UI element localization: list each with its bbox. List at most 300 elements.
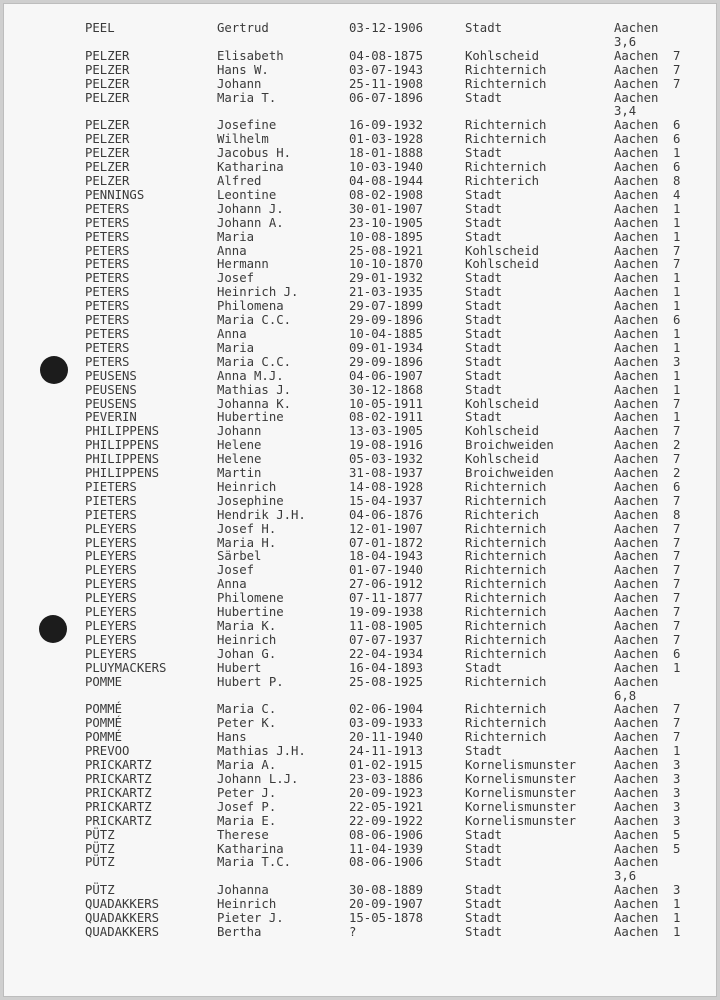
code-cell: 3,6 [614,34,637,49]
surname-cell: PRICKARTZ [85,813,152,828]
place-cell: Stadt [465,201,503,216]
city-cell: Aachen [614,855,659,870]
code-cell: 1 [673,340,681,355]
place-cell: Stadt [465,229,503,244]
register-entry [85,328,705,342]
city-cell: Aachen [614,146,659,161]
birth-date-cell: 16-04-1893 [349,660,424,675]
given-name-cell: Maria E. [217,813,277,828]
given-name-cell: Maria [217,229,255,244]
given-name-cell: Josefine [217,118,277,133]
given-name-cell: Hendrik J.H. [217,507,306,522]
given-name-cell: Gertrud [217,21,269,35]
place-cell: Stadt [465,285,503,300]
code-cell: 6 [673,132,681,147]
place-cell: Kornelismunster [465,758,577,773]
birth-date-cell: 23-10-1905 [349,215,424,230]
code-cell: 2 [673,466,681,481]
birth-date-cell: 01-07-1940 [349,563,424,578]
register-entry [85,592,705,606]
surname-cell: PÜTZ [85,841,115,856]
code-cell: 7 [673,730,681,745]
register-entry [85,189,705,203]
surname-cell: PETERS [85,243,130,258]
birth-date-cell: 30-12-1868 [349,382,424,397]
register-entry [85,203,705,217]
given-name-cell: Wilhelm [217,132,269,147]
register-entry [85,884,705,898]
birth-date-cell: 19-08-1916 [349,438,424,453]
birth-date-cell: 15-05-1878 [349,911,424,926]
birth-date-cell: 10-05-1911 [349,396,424,411]
place-cell: Kornelismunster [465,813,577,828]
surname-cell: PEVERIN [85,410,137,425]
given-name-cell: Maria C.C. [217,313,292,328]
birth-date-cell: 29-07-1899 [349,299,424,314]
register-entry [85,245,705,259]
punch-hole [39,615,67,643]
place-cell: Stadt [465,354,503,369]
code-cell: 7 [673,424,681,439]
birth-date-cell: 04-08-1875 [349,48,424,63]
register-entry [85,467,705,481]
code-cell: 3 [673,758,681,773]
city-cell: Aachen [614,813,659,828]
birth-date-cell: 29-09-1896 [349,354,424,369]
surname-cell: PLEYERS [85,605,137,620]
place-cell: Richternich [465,619,547,633]
city-cell: Aachen [614,187,659,202]
code-cell: 7 [673,257,681,272]
code-cell: 3 [673,785,681,800]
place-cell: Richternich [465,605,547,620]
birth-date-cell: ? [349,924,357,939]
code-cell: 8 [673,174,681,188]
place-cell: Kornelismunster [465,785,577,800]
birth-date-cell: 25-08-1925 [349,674,424,689]
surname-cell: PLEYERS [85,646,137,661]
surname-cell: PLEYERS [85,549,137,564]
surname-cell: PLEYERS [85,563,137,578]
register-entry [85,676,705,704]
register-entry [85,50,705,64]
city-cell: Aachen [614,632,659,647]
given-name-cell: Peter J. [217,785,277,800]
birth-date-cell: 10-03-1940 [349,160,424,175]
birth-date-cell: 13-03-1905 [349,424,424,439]
city-cell: Aachen [614,897,659,912]
birth-date-cell: 16-09-1932 [349,118,424,133]
city-cell: Aachen [614,313,659,328]
code-cell: 1 [673,660,681,675]
birth-date-cell: 07-11-1877 [349,591,424,606]
surname-cell: PHILIPPENS [85,438,160,453]
surname-cell: PÜTZ [85,827,115,842]
birth-date-cell: 04-08-1944 [349,174,424,188]
city-cell: Aachen [614,438,659,453]
code-cell: 6 [673,479,681,494]
code-cell: 4 [673,187,681,202]
place-cell: Richternich [465,632,547,647]
surname-cell: PETERS [85,354,130,369]
given-name-cell: Johan G. [217,646,277,661]
given-name-cell: Anna M.J. [217,368,284,383]
city-cell: Aachen [614,591,659,606]
place-cell: Stadt [465,660,503,675]
register-entry [85,731,705,745]
place-cell: Kornelismunster [465,771,577,786]
surname-cell: PETERS [85,215,130,230]
surname-cell: PLEYERS [85,535,137,550]
place-cell: Richternich [465,591,547,606]
birth-date-cell: 10-04-1885 [349,326,424,341]
birth-date-cell: 07-01-1872 [349,535,424,550]
given-name-cell: Hubert [217,660,262,675]
register-entry [85,787,705,801]
surname-cell: PETERS [85,340,130,355]
code-cell: 7 [673,396,681,411]
city-cell: Aachen [614,646,659,661]
surname-cell: PELZER [85,76,130,91]
surname-cell: PRICKARTZ [85,771,152,786]
surname-cell: PETERS [85,285,130,300]
place-cell: Richternich [465,160,547,175]
register-entry [85,133,705,147]
place-cell: Stadt [465,215,503,230]
given-name-cell: Bertha [217,924,262,939]
birth-date-cell: 25-08-1921 [349,243,424,258]
register-entry [85,745,705,759]
given-name-cell: Peter K. [217,716,277,731]
code-cell: 1 [673,215,681,230]
given-name-cell: Josef [217,563,255,578]
city-cell: Aachen [614,730,659,745]
given-name-cell: Maria T. [217,90,277,105]
birth-date-cell: 15-04-1937 [349,493,424,508]
given-name-cell: Johanna [217,883,269,898]
given-name-cell: Johanna K. [217,396,292,411]
birth-date-cell: 05-03-1932 [349,452,424,467]
city-cell: Aachen [614,90,659,105]
birth-date-cell: 25-11-1908 [349,76,424,91]
surname-cell: PIETERS [85,493,137,508]
register-entry [85,258,705,272]
register-entry [85,92,705,120]
birth-date-cell: 08-02-1911 [349,410,424,425]
place-cell: Stadt [465,827,503,842]
birth-date-cell: 22-05-1921 [349,799,424,814]
surname-cell: POMMÉ [85,716,123,731]
city-cell: Aachen [614,883,659,898]
given-name-cell: Josef H. [217,521,277,536]
birth-date-cell: 31-08-1937 [349,466,424,481]
given-name-cell: Maria T.C. [217,855,292,870]
register-entry [85,231,705,245]
city-cell: Aachen [614,799,659,814]
code-cell: 7 [673,243,681,258]
birth-date-cell: 20-09-1923 [349,785,424,800]
surname-cell: PREVOO [85,744,130,759]
code-cell: 3 [673,883,681,898]
birth-date-cell: 11-08-1905 [349,619,424,633]
city-cell: Aachen [614,577,659,592]
city-cell: Aachen [614,340,659,355]
city-cell: Aachen [614,605,659,620]
city-cell: Aachen [614,396,659,411]
code-cell: 1 [673,924,681,939]
birth-date-cell: 09-01-1934 [349,340,424,355]
city-cell: Aachen [614,48,659,63]
birth-date-cell: 27-06-1912 [349,577,424,592]
given-name-cell: Maria [217,340,255,355]
place-cell: Richternich [465,577,547,592]
given-name-cell: Pieter J. [217,911,284,926]
given-name-cell: Johann J. [217,201,284,216]
city-cell: Aachen [614,326,659,341]
city-cell: Aachen [614,771,659,786]
given-name-cell: Heinrich [217,897,277,912]
birth-date-cell: 19-09-1938 [349,605,424,620]
city-cell: Aachen [614,215,659,230]
code-cell: 1 [673,897,681,912]
register-entry [85,523,705,537]
register-entry [85,175,705,189]
place-cell: Stadt [465,911,503,926]
city-cell: Aachen [614,410,659,425]
birth-date-cell: 18-04-1943 [349,549,424,564]
given-name-cell: Johann L.J. [217,771,299,786]
surname-cell: PÜTZ [85,855,115,870]
register-entry [85,398,705,412]
birth-date-cell: 24-11-1913 [349,744,424,759]
place-cell: Kohlscheid [465,243,540,258]
code-cell: 7 [673,76,681,91]
place-cell: Richternich [465,535,547,550]
surname-cell: PRICKARTZ [85,799,152,814]
city-cell: Aachen [614,493,659,508]
city-cell: Aachen [614,271,659,286]
city-cell: Aachen [614,563,659,578]
place-cell: Richternich [465,674,547,689]
code-cell: 1 [673,382,681,397]
code-cell: 6 [673,160,681,175]
surname-cell: PEUSENS [85,368,137,383]
birth-date-cell: 04-06-1907 [349,368,424,383]
surname-cell: PELZER [85,160,130,175]
given-name-cell: Leontine [217,187,277,202]
given-name-cell: Heinrich [217,479,277,494]
code-cell: 8 [673,507,681,522]
surname-cell: PELZER [85,90,130,105]
city-cell: Aachen [614,841,659,856]
birth-date-cell: 23-03-1886 [349,771,424,786]
punch-hole [40,356,68,384]
place-cell: Stadt [465,313,503,328]
birth-date-cell: 03-07-1943 [349,62,424,77]
birth-date-cell: 12-01-1907 [349,521,424,536]
code-cell: 5 [673,841,681,856]
given-name-cell: Josephine [217,493,284,508]
city-cell: Aachen [614,243,659,258]
place-cell: Stadt [465,410,503,425]
code-cell: 3 [673,771,681,786]
given-name-cell: Anna [217,326,247,341]
place-cell: Richternich [465,132,547,147]
surname-cell: PELZER [85,174,130,188]
surname-cell: QUADAKKERS [85,897,160,912]
given-name-cell: Johann [217,424,262,439]
register-entry [85,161,705,175]
city-cell: Aachen [614,479,659,494]
place-cell: Richternich [465,62,547,77]
surname-cell: PELZER [85,48,130,63]
register-entry [85,703,705,717]
surname-cell: PEUSENS [85,396,137,411]
birth-date-cell: 20-09-1907 [349,897,424,912]
place-cell: Stadt [465,382,503,397]
place-cell: Kohlscheid [465,257,540,272]
given-name-cell: Therese [217,827,269,842]
given-name-cell: Martin [217,466,262,481]
code-cell: 1 [673,285,681,300]
place-cell: Broichweiden [465,438,554,453]
place-cell: Stadt [465,368,503,383]
code-cell: 6,8 [614,688,637,703]
city-cell: Aachen [614,911,659,926]
surname-cell: PHILIPPENS [85,452,160,467]
city-cell: Aachen [614,827,659,842]
city-cell: Aachen [614,229,659,244]
register-entry [85,78,705,92]
given-name-cell: Mathias J.H. [217,744,306,759]
code-cell: 7 [673,549,681,564]
code-cell: 1 [673,271,681,286]
surname-cell: PETERS [85,326,130,341]
code-cell: 6 [673,118,681,133]
place-cell: Broichweiden [465,466,554,481]
birth-date-cell: 03-12-1906 [349,21,424,35]
surname-cell: POMMÉ [85,702,123,717]
place-cell: Richternich [465,549,547,564]
place-cell: Stadt [465,855,503,870]
register-entry [85,314,705,328]
given-name-cell: Maria A. [217,758,277,773]
register-entry [85,578,705,592]
given-name-cell: Hubertine [217,605,284,620]
place-cell: Stadt [465,744,503,759]
code-cell: 3 [673,354,681,369]
city-cell: Aachen [614,466,659,481]
register-entry [85,384,705,398]
surname-cell: PETERS [85,229,130,244]
birth-date-cell: 03-09-1933 [349,716,424,731]
code-cell: 7 [673,716,681,731]
birth-date-cell: 08-06-1906 [349,827,424,842]
code-cell: 3 [673,813,681,828]
birth-date-cell: 29-09-1896 [349,313,424,328]
place-cell: Stadt [465,340,503,355]
surname-cell: PENNINGS [85,187,145,202]
city-cell: Aachen [614,62,659,77]
register-entry [85,564,705,578]
surname-cell: PIETERS [85,507,137,522]
city-cell: Aachen [614,174,659,188]
birth-date-cell: 01-03-1928 [349,132,424,147]
given-name-cell: Helene [217,452,262,467]
given-name-cell: Philomena [217,299,284,314]
surname-cell: QUADAKKERS [85,911,160,926]
surname-cell: PETERS [85,299,130,314]
city-cell: Aachen [614,702,659,717]
code-cell: 7 [673,563,681,578]
code-cell: 5 [673,827,681,842]
register-entry [85,801,705,815]
birth-date-cell: 04-06-1876 [349,507,424,522]
code-cell: 1 [673,326,681,341]
given-name-cell: Maria H. [217,535,277,550]
code-cell: 1 [673,911,681,926]
register-entry [85,856,705,884]
register-entry [85,272,705,286]
birth-date-cell: 06-07-1896 [349,90,424,105]
code-cell: 3 [673,799,681,814]
register-entry [85,481,705,495]
city-cell: Aachen [614,201,659,216]
place-cell: Richternich [465,730,547,745]
code-cell: 1 [673,744,681,759]
register-entry [85,411,705,425]
place-cell: Kohlscheid [465,424,540,439]
surname-cell: PETERS [85,271,130,286]
given-name-cell: Jacobus H. [217,146,292,161]
code-cell: 2 [673,438,681,453]
place-cell: Stadt [465,146,503,161]
register-entry [85,717,705,731]
birth-date-cell: 30-08-1889 [349,883,424,898]
given-name-cell: Maria C.C. [217,354,292,369]
code-cell: 6 [673,313,681,328]
place-cell: Richterich [465,507,540,522]
register-entry [85,648,705,662]
place-cell: Stadt [465,299,503,314]
code-cell: 7 [673,521,681,536]
code-cell: 7 [673,591,681,606]
place-cell: Richternich [465,521,547,536]
surname-cell: PIETERS [85,479,137,494]
place-cell: Richternich [465,563,547,578]
surname-cell: PRICKARTZ [85,785,152,800]
birth-date-cell: 10-08-1895 [349,229,424,244]
surname-cell: PLEYERS [85,619,137,633]
given-name-cell: Hubert P. [217,674,284,689]
register-entry [85,425,705,439]
given-name-cell: Heinrich J. [217,285,299,300]
surname-cell: PLEYERS [85,521,137,536]
code-cell: 1 [673,368,681,383]
register-entry [85,662,705,676]
code-cell: 1 [673,146,681,161]
register-entry [85,606,705,620]
given-name-cell: Hans [217,730,247,745]
register-entry [85,509,705,523]
given-name-cell: Maria K. [217,619,277,633]
birth-date-cell: 22-04-1934 [349,646,424,661]
place-cell: Kornelismunster [465,799,577,814]
register-entry [85,843,705,857]
given-name-cell: Anna [217,243,247,258]
given-name-cell: Maria C. [217,702,277,717]
surname-cell: PLEYERS [85,577,137,592]
